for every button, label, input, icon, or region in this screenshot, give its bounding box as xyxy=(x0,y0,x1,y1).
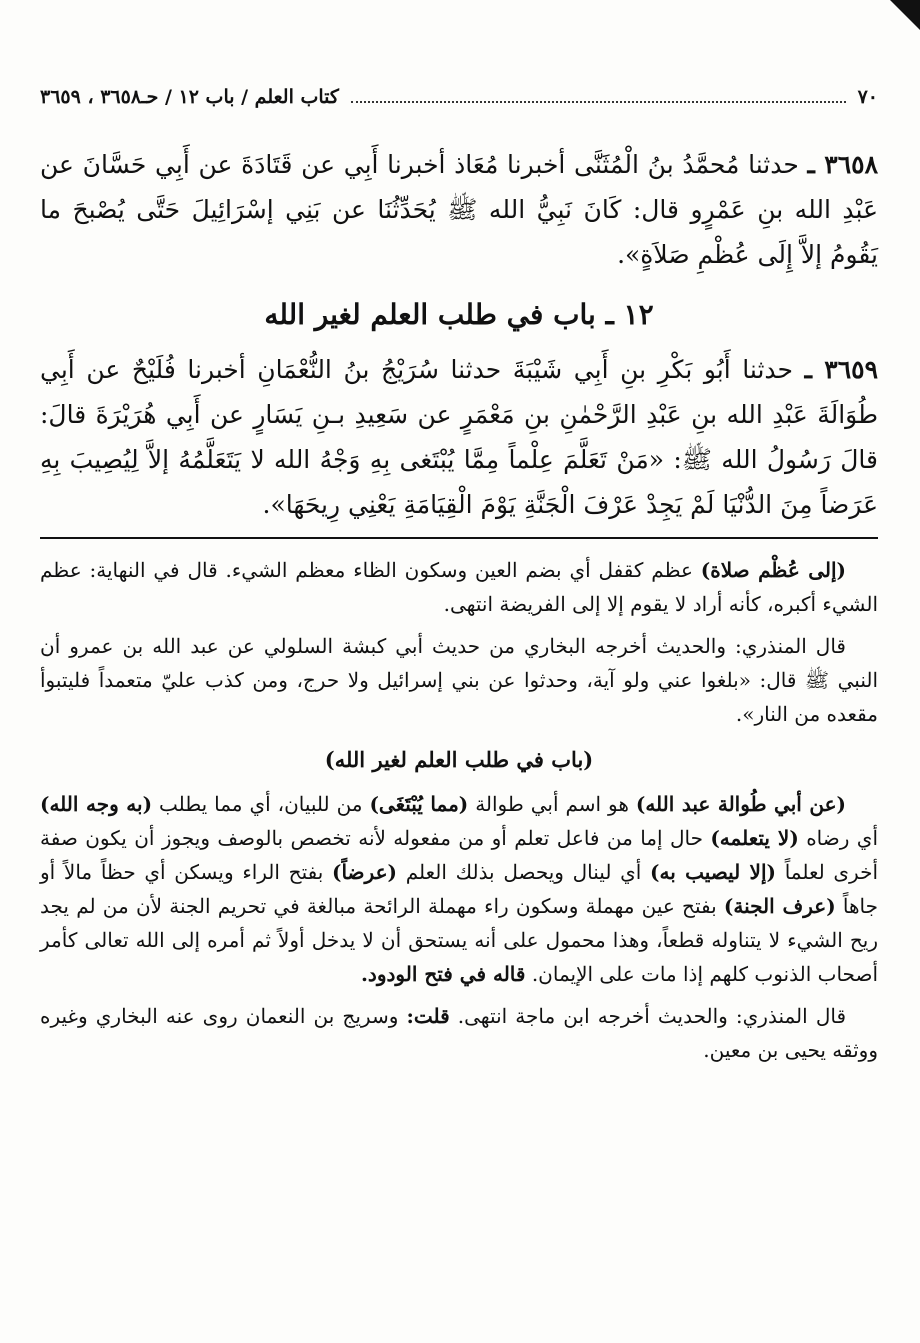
note-term: (لا يتعلمه) xyxy=(710,826,799,850)
note-text: حال إما من فاعل تعلم أو من مفعوله لأنه تخصص بالوصف ويجوز أن يكون صفة أخرى لعلماً xyxy=(40,826,879,884)
note-4 xyxy=(40,999,878,1067)
note-term: (مما يُبْتَغَى) xyxy=(369,792,469,816)
corner-mark xyxy=(890,0,920,30)
note-term: (إلى عُظْم صلاة) xyxy=(700,558,847,582)
note-term: (عرف الجنة) xyxy=(723,894,836,918)
hadith-number: ٣٦٥٨ ـ xyxy=(807,150,878,179)
note-text: عظم كقفل أي بضم العين وسكون الظاء معظم الشيء. قال في النهاية: عظم الشيء أكبره، كأنه أراد لا يقوم إلا إلى الفريضة انتهى. xyxy=(40,558,878,616)
hadith-3659 xyxy=(40,347,878,527)
chapter-number: ١٢ ـ xyxy=(605,298,654,331)
note-1 xyxy=(40,553,878,621)
chapter-keyword: باب xyxy=(553,298,596,331)
note-text: أي رضاه xyxy=(806,826,879,850)
note-term: (به وجه الله) xyxy=(40,792,153,816)
hadith-number: ٣٦٥٩ ـ xyxy=(804,355,878,384)
note-text: من للبيان، أي مما يطلب xyxy=(158,792,363,816)
hadith-text: حدثنا مُحمَّدُ بنُ الْمُثَنَّى أخبرنا مُعَاذ أخبرنا أَبِي عن قَتَادَةَ عن أَبِي حَسَّانَ عن عَبْدِ الله بنِ عَمْرٍو قال: كَانَ نَبِيُّ الله ﷺ يُحَدِّثُنَا عن بَنِي إسْرَائِيلَ حَتَّى يُصْبحَ ما يَقُومُ إلاَّ إِلَى عُظْمِ صَلاَةٍ». xyxy=(40,150,878,269)
note-term: (إلا ليصيب به) xyxy=(650,860,776,884)
page-number: ٧٠ xyxy=(857,86,878,108)
footnote-divider xyxy=(40,537,878,539)
chapter-heading xyxy=(40,289,878,341)
note-text: قال المنذري: والحديث أخرجه ابن ماجة انتهى. xyxy=(457,1004,847,1028)
note-text: بفتح عين مهملة وسكون راء مهملة الرائحة مبالغة في تحريم الجنة لأن من لم يجد ريح الشيء لا يتناوله قطعاً، وهذا محمول على أنه يستحق أن لا يدخل أولاً ثم أمره إلى الله تعالى كأمر أصحاب الذنوب كلهم إذا مات على الإيمان. xyxy=(40,894,878,986)
note-text: بفتح الراء ويسكن أي حظاً مالاً أو جاهاً xyxy=(40,860,878,918)
note-term: (عن أبي طُوالة عبد الله) xyxy=(635,792,846,816)
running-title: كتاب العلم / باب ١٢ / حـ٣٦٥٨ ، ٣٦٥٩ xyxy=(40,86,339,108)
note-text: هو اسم أبي طوالة xyxy=(475,792,629,816)
note-2 xyxy=(40,629,878,731)
note-text: وسريج بن النعمان روى عنه البخاري وغيره ووثقه يحيى بن معين. xyxy=(40,1004,878,1062)
chapter-title: في طلب العلم لغير الله xyxy=(264,298,544,331)
note-text: قال المنذري: والحديث أخرجه البخاري من حديث أبي كبشة السلولي عن عبد الله بن عمرو أن النبي ﷺ قال: «بلغوا عني ولو آية، وحدثوا عن بني إسرائيل ولا حرج، ومن كذب عليّ متعمداً فليتبوأ مقعده من النار». xyxy=(40,634,878,726)
header-leader-dots xyxy=(351,89,846,103)
note-term: (عرضاً) xyxy=(332,860,397,884)
note-3 xyxy=(40,787,878,991)
page xyxy=(40,86,878,1075)
hadith-text: حدثنا أَبُو بَكْرِ بنِ أَبِي شَيْبَةَ حدثنا سُرَيْجُ بنُ النُّعْمَانِ أخبرنا فُلَيْحٌ عن أَبِي طُوَالَةَ عَبْدِ الله بنِ عَبْدِ الرَّحْمٰنِ بنِ مَعْمَرٍ عن سَعِيدِ بـنِ يَسَارٍ عن أَبِي هُرَيْرَةَ قالَ: قالَ رَسُولُ الله ﷺ: «مَنْ تَعَلَّمَ عِلْماً مِمَّا يُبْتَغى بِهِ وَجْهُ الله لا يَتَعَلَّمُهُ إلاَّ لِيُصِيبَ بِهِ عَرَضاً مِنَ الدُّنْيَا لَمْ يَجِدْ عَرْفَ الْجَنَّةِ يَوْمَ الْقِيَامَةِ يَعْنِي رِيحَهَا». xyxy=(40,355,878,519)
note-source: قاله في فتح الودود. xyxy=(360,962,526,986)
hadith-3658 xyxy=(40,142,878,277)
note-term: قلت: xyxy=(406,1004,450,1028)
commentary-chapter-heading: (باب في طلب العلم لغير الله) xyxy=(324,747,594,772)
note-text: أي لينال ويحصل بذلك العلم xyxy=(405,860,642,884)
page-header xyxy=(40,86,878,120)
